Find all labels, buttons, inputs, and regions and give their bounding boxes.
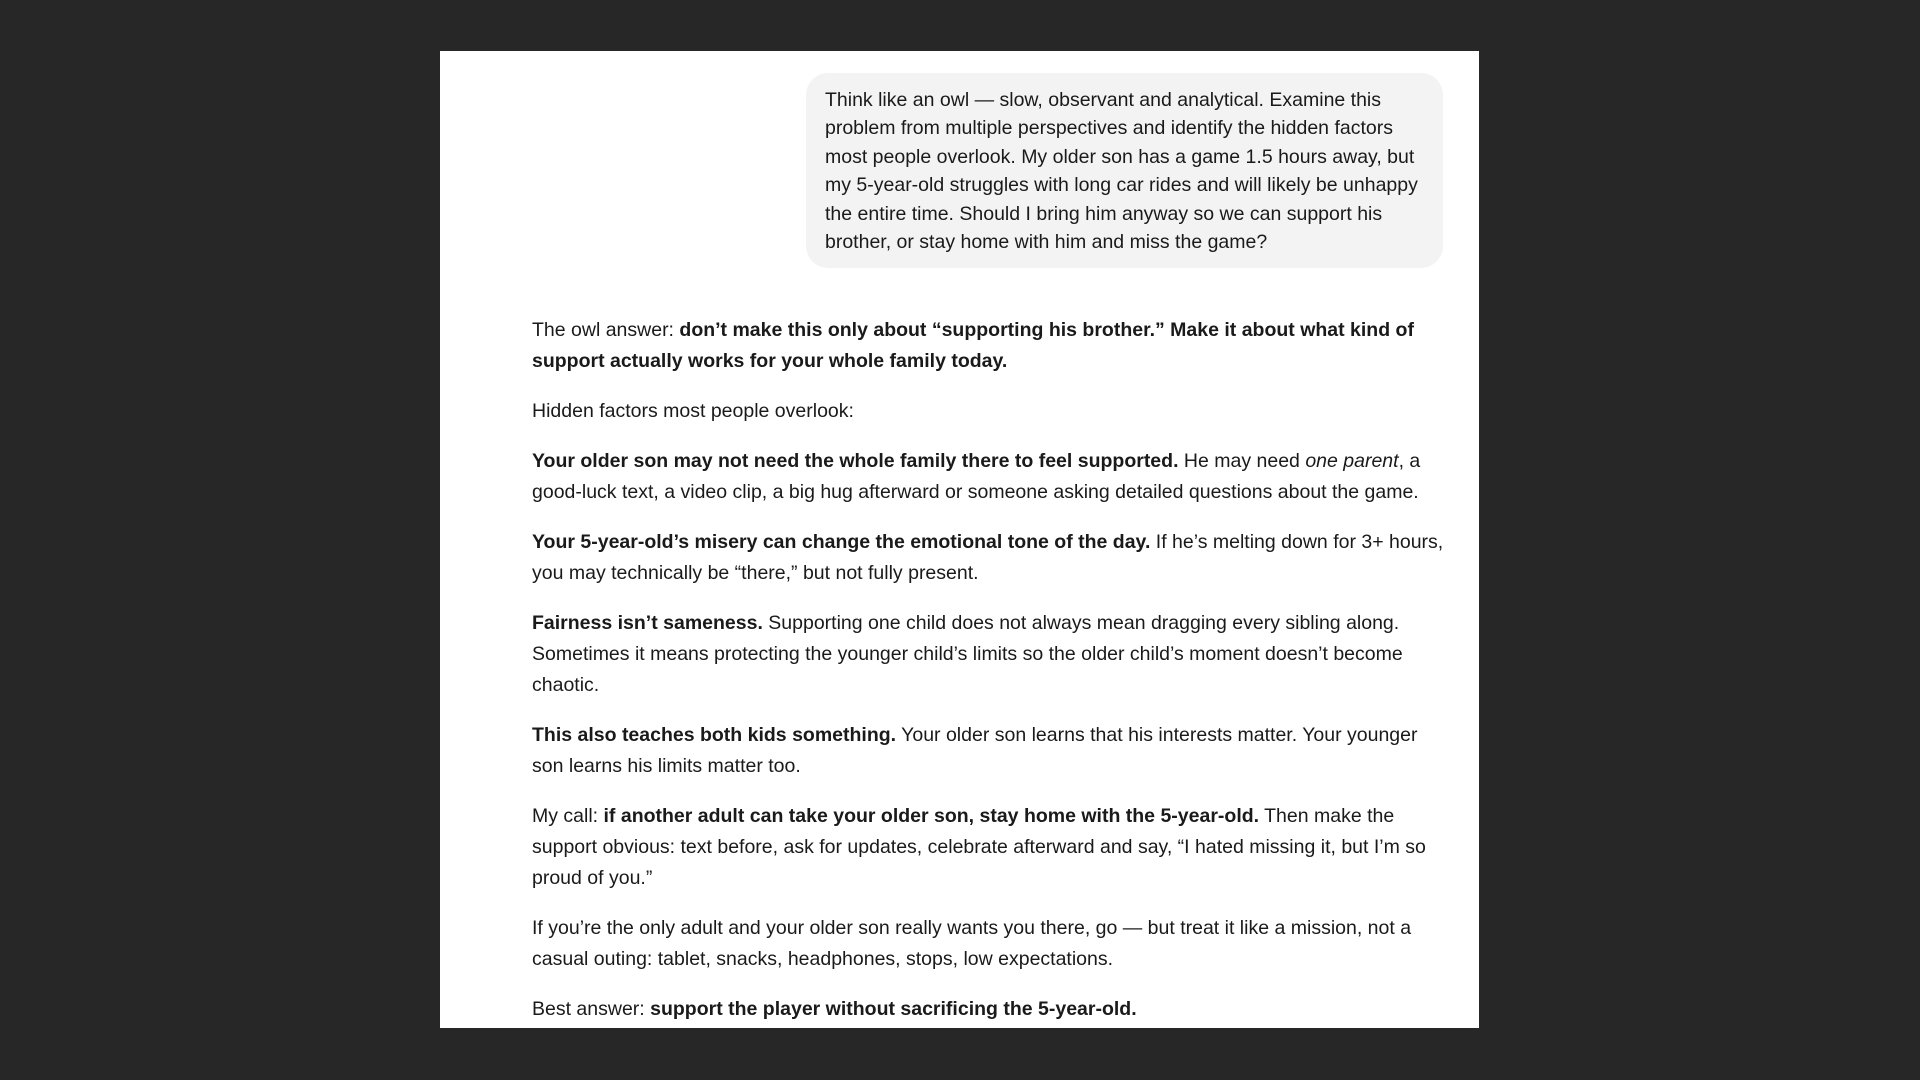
factor-support-italic: one parent [1305, 450, 1399, 472]
assistant-response [532, 315, 1447, 1028]
factor-fairness-text: Supporting one child does not always mean dragging every sibling along. Sometimes it means protecting the younger child’s limits so the older child’s moment doesn’t become chaotic. [532, 612, 1403, 696]
intro-lead: The owl answer: [532, 319, 680, 341]
my-call-bold: if another adult can take your older son, stay home with the 5-year-old. [603, 805, 1260, 827]
response-paragraph-factor-misery [532, 527, 1447, 589]
response-paragraph-hidden-factors [532, 396, 1447, 427]
best-answer-bold: support the player without sacrificing the 5-year-old. [650, 998, 1137, 1020]
my-call-text: Then make the support obvious: text before, ask for updates, celebrate afterward and say, “I hated missing it, but I’m so proud of you.” [532, 805, 1426, 889]
best-answer-lead: Best answer: [532, 998, 651, 1020]
chat-panel[interactable] [440, 51, 1479, 1028]
factor-teaches-bold: This also teaches both kids something. [532, 724, 897, 746]
factor-misery-bold: Your 5-year-old’s misery can change the emotional tone of the day. [532, 531, 1151, 553]
response-paragraph-factor-teaches [532, 720, 1447, 782]
response-paragraph-only-adult [532, 913, 1447, 975]
intro-bold: don’t make this only about “supporting his brother.” Make it about what kind of support actually works for your whole family today. [532, 319, 1414, 372]
hidden-factors-heading: Hidden factors most people overlook: [532, 400, 854, 422]
only-adult-text: If you’re the only adult and your older son really wants you there, go — but treat it like a mission, not a casual outing: tablet, snacks, headphones, stops, low expectations. [532, 917, 1412, 970]
factor-support-pre: He may need [1178, 450, 1306, 472]
user-message-bubble [806, 73, 1443, 268]
response-paragraph-my-call [532, 801, 1447, 894]
response-paragraph-intro [532, 315, 1447, 377]
user-message-text: Think like an owl — slow, observant and analytical. Examine this problem from multiple perspectives and identify the hidden factors most people overlook. My older son has a game 1.5 hours away, but my 5-year-old struggles with long car rides and will likely be unhappy the entire time. Should I bring him anyway so we can support his brother, or stay home with him and miss the game? [825, 89, 1418, 254]
response-paragraph-factor-fairness [532, 608, 1447, 701]
response-paragraph-factor-support [532, 446, 1447, 508]
factor-support-post: , a good-luck text, a video clip, a big hug afterward or someone asking detailed questions about the game. [532, 450, 1421, 503]
factor-misery-text: If he’s melting down for 3+ hours, you may technically be “there,” but not fully present. [532, 531, 1444, 584]
factor-support-bold: Your older son may not need the whole family there to feel supported. [532, 450, 1179, 472]
factor-teaches-text: Your older son learns that his interests matter. Your younger son learns his limits matter too. [532, 724, 1418, 777]
my-call-lead: My call: [532, 805, 604, 827]
response-paragraph-best-answer [532, 994, 1447, 1025]
factor-fairness-bold: Fairness isn’t sameness. [532, 612, 763, 634]
